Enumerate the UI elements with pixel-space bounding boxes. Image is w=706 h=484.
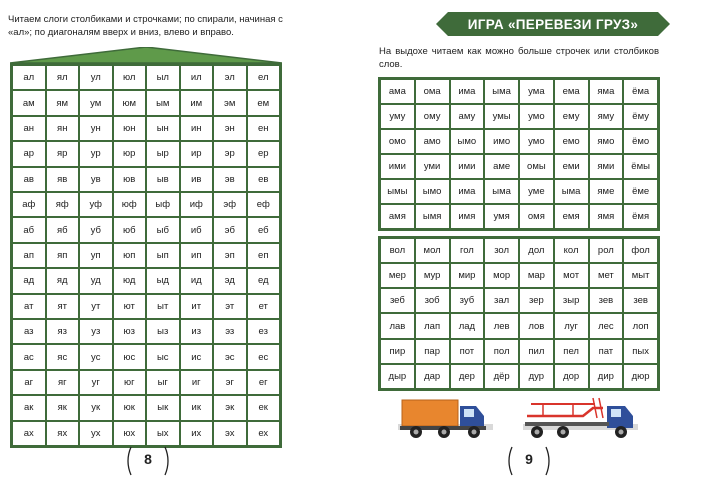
grid-cell: юп bbox=[114, 244, 146, 267]
grid-cell: ут bbox=[80, 295, 112, 318]
grid-cell: ап bbox=[13, 244, 45, 267]
grid-cell: яму bbox=[590, 105, 623, 128]
grid-cell: ик bbox=[181, 396, 213, 419]
grid-cell: ад bbox=[13, 269, 45, 292]
grid-cell: ют bbox=[114, 295, 146, 318]
grid-cell: иф bbox=[181, 193, 213, 216]
grid-cell: ех bbox=[248, 422, 280, 445]
grid-cell: пар bbox=[416, 340, 449, 363]
grid-cell: имо bbox=[485, 130, 518, 153]
grid-cell: ома bbox=[416, 80, 449, 103]
grid-cell: пол bbox=[485, 340, 518, 363]
grid-cell: ып bbox=[147, 244, 179, 267]
grid-cell: ыма bbox=[485, 180, 518, 203]
syllable-grid bbox=[10, 63, 282, 448]
grid-cell: ым bbox=[147, 91, 179, 114]
grid-cell: ян bbox=[47, 117, 79, 140]
grid-cell: има bbox=[451, 80, 484, 103]
grid-cell: ёмя bbox=[624, 205, 657, 228]
grid-cell: ур bbox=[80, 142, 112, 165]
grid-cell: лап bbox=[416, 314, 449, 337]
grid-cell: амя bbox=[381, 205, 414, 228]
grid-cell: ир bbox=[181, 142, 213, 165]
grid-cell: ат bbox=[13, 295, 45, 318]
grid-cell: ег bbox=[248, 371, 280, 394]
grid-cell: пых bbox=[624, 340, 657, 363]
grid-cell: лев bbox=[485, 314, 518, 337]
grid-cell: дол bbox=[520, 239, 553, 262]
grid-cell: ав bbox=[13, 168, 45, 191]
grid-cell: ума bbox=[520, 80, 553, 103]
grid-cell: дыр bbox=[381, 365, 414, 388]
grid-cell: ёму bbox=[624, 105, 657, 128]
car-carrier-truck-illustration bbox=[523, 394, 638, 440]
house-roof bbox=[10, 47, 282, 63]
grid-cell: уп bbox=[80, 244, 112, 267]
grid-cell: эз bbox=[214, 320, 246, 343]
grid-cell: ем bbox=[248, 91, 280, 114]
grid-cell: зуб bbox=[451, 289, 484, 312]
grid-cell: эт bbox=[214, 295, 246, 318]
grid-cell: ыб bbox=[147, 218, 179, 241]
grid-cell: уф bbox=[80, 193, 112, 216]
grid-cell: мор bbox=[485, 264, 518, 287]
grid-cell: мол bbox=[416, 239, 449, 262]
grid-cell: ымя bbox=[416, 205, 449, 228]
grid-cell: им bbox=[181, 91, 213, 114]
grid-cell: зал bbox=[485, 289, 518, 312]
grid-cell: кол bbox=[555, 239, 588, 262]
grid-cell: юх bbox=[114, 422, 146, 445]
grid-cell: омы bbox=[520, 155, 553, 178]
grid-cell: ями bbox=[590, 155, 623, 178]
grid-cell: ема bbox=[555, 80, 588, 103]
grid-cell: як bbox=[47, 396, 79, 419]
grid-cell: ёма bbox=[624, 80, 657, 103]
grid-cell: юк bbox=[114, 396, 146, 419]
grid-cell: ес bbox=[248, 345, 280, 368]
grid-cell: лав bbox=[381, 314, 414, 337]
grid-cell: ум bbox=[80, 91, 112, 114]
grid-cell: мур bbox=[416, 264, 449, 287]
page-number-right-text: 9 bbox=[525, 451, 533, 467]
grid-cell: ими bbox=[451, 155, 484, 178]
grid-cell: аз bbox=[13, 320, 45, 343]
grid-cell: ал bbox=[13, 66, 45, 89]
grid-cell: яб bbox=[47, 218, 79, 241]
grid-cell: яг bbox=[47, 371, 79, 394]
grid-cell: ёмы bbox=[624, 155, 657, 178]
grid-cell: ыл bbox=[147, 66, 179, 89]
grid-cell: ыр bbox=[147, 142, 179, 165]
grid-cell: емо bbox=[555, 130, 588, 153]
left-instruction: Читаем слоги столбиками и строчками; по спирали, начиная с «ал»; по диагоналям вверх и вниз, влево и вправо. bbox=[8, 14, 283, 38]
page-number-left bbox=[125, 443, 171, 479]
grid-cell: аме bbox=[485, 155, 518, 178]
grid-cell: гол bbox=[451, 239, 484, 262]
grid-cell: умо bbox=[520, 105, 553, 128]
grid-cell: ух bbox=[80, 422, 112, 445]
grid-cell: ыд bbox=[147, 269, 179, 292]
grid-cell: яф bbox=[47, 193, 79, 216]
grid-cell: яма bbox=[590, 80, 623, 103]
grid-cell: уб bbox=[80, 218, 112, 241]
grid-cell: эх bbox=[214, 422, 246, 445]
grid-cell: ама bbox=[381, 80, 414, 103]
grid-cell: ам bbox=[13, 91, 45, 114]
grid-cell: ак bbox=[13, 396, 45, 419]
grid-cell: яме bbox=[590, 180, 623, 203]
grid-cell: яд bbox=[47, 269, 79, 292]
grid-cell: умя bbox=[485, 205, 518, 228]
grid-cell: еб bbox=[248, 218, 280, 241]
grid-cell: эс bbox=[214, 345, 246, 368]
grid-cell: еп bbox=[248, 244, 280, 267]
grid-cell: ыт bbox=[147, 295, 179, 318]
grid-cell: юв bbox=[114, 168, 146, 191]
grid-cell: юг bbox=[114, 371, 146, 394]
grid-cell: ус bbox=[80, 345, 112, 368]
grid-cell: эг bbox=[214, 371, 246, 394]
grid-cell: ымо bbox=[451, 130, 484, 153]
grid-cell: зев bbox=[590, 289, 623, 312]
grid-cell: ымо bbox=[416, 180, 449, 203]
grid-cell: лес bbox=[590, 314, 623, 337]
cargo-truck-illustration bbox=[398, 396, 493, 440]
grid-cell: амо bbox=[416, 130, 449, 153]
grid-cell: ят bbox=[47, 295, 79, 318]
grid-cell: ымы bbox=[381, 180, 414, 203]
grid-cell: ев bbox=[248, 168, 280, 191]
grid-cell: дёр bbox=[485, 365, 518, 388]
grid-cell: ед bbox=[248, 269, 280, 292]
grid-cell: ас bbox=[13, 345, 45, 368]
right-page bbox=[353, 0, 706, 484]
grid-cell: умы bbox=[485, 105, 518, 128]
grid-cell: ув bbox=[80, 168, 112, 191]
grid-cell: эд bbox=[214, 269, 246, 292]
grid-cell: ах bbox=[13, 422, 45, 445]
grid-cell: уме bbox=[520, 180, 553, 203]
grid-cell: эп bbox=[214, 244, 246, 267]
grid-cell: ык bbox=[147, 396, 179, 419]
grid-cell: уму bbox=[381, 105, 414, 128]
grid-cell: юф bbox=[114, 193, 146, 216]
grid-cell: ими bbox=[381, 155, 414, 178]
grid-cell: уг bbox=[80, 371, 112, 394]
grid-cell: ёмо bbox=[624, 130, 657, 153]
grid-cell: еф bbox=[248, 193, 280, 216]
grid-cell: эб bbox=[214, 218, 246, 241]
grid-cell: ез bbox=[248, 320, 280, 343]
grid-cell: омо bbox=[381, 130, 414, 153]
grid-cell: уд bbox=[80, 269, 112, 292]
grid-cell: ул bbox=[80, 66, 112, 89]
grid-cell: ар bbox=[13, 142, 45, 165]
grid-cell: пир bbox=[381, 340, 414, 363]
grid-cell: юб bbox=[114, 218, 146, 241]
grid-cell: ыс bbox=[147, 345, 179, 368]
grid-cell: юм bbox=[114, 91, 146, 114]
grid-cell: луг bbox=[555, 314, 588, 337]
grid-cell: эк bbox=[214, 396, 246, 419]
grid-cell: рол bbox=[590, 239, 623, 262]
grid-cell: аб bbox=[13, 218, 45, 241]
grid-cell: ыв bbox=[147, 168, 179, 191]
grid-cell: ям bbox=[47, 91, 79, 114]
grid-cell: эм bbox=[214, 91, 246, 114]
grid-cell: яв bbox=[47, 168, 79, 191]
grid-cell: имя bbox=[451, 205, 484, 228]
grid-cell: эл bbox=[214, 66, 246, 89]
grid-cell: ых bbox=[147, 422, 179, 445]
grid-cell: ив bbox=[181, 168, 213, 191]
grid-cell: дюр bbox=[624, 365, 657, 388]
grid-cell: яп bbox=[47, 244, 79, 267]
grid-cell: ыг bbox=[147, 371, 179, 394]
grid-cell: лов bbox=[520, 314, 553, 337]
grid-cell: мот bbox=[555, 264, 588, 287]
grid-cell: пат bbox=[590, 340, 623, 363]
grid-cell: има bbox=[451, 180, 484, 203]
grid-cell: ет bbox=[248, 295, 280, 318]
grid-cell: ын bbox=[147, 117, 179, 140]
word-grid-2 bbox=[378, 236, 660, 391]
grid-cell: эв bbox=[214, 168, 246, 191]
grid-cell: ому bbox=[416, 105, 449, 128]
grid-cell: ял bbox=[47, 66, 79, 89]
grid-cell: ему bbox=[555, 105, 588, 128]
grid-cell: иг bbox=[181, 371, 213, 394]
grid-cell: емя bbox=[555, 205, 588, 228]
grid-cell: ыма bbox=[485, 80, 518, 103]
grid-cell: мар bbox=[520, 264, 553, 287]
grid-cell: юд bbox=[114, 269, 146, 292]
grid-cell: юл bbox=[114, 66, 146, 89]
grid-cell: дир bbox=[590, 365, 623, 388]
grid-cell: мыт bbox=[624, 264, 657, 287]
grid-cell: юз bbox=[114, 320, 146, 343]
grid-cell: ел bbox=[248, 66, 280, 89]
grid-cell: мир bbox=[451, 264, 484, 287]
game-title: ИГРА «ПЕРЕВЕЗИ ГРУЗ» bbox=[448, 12, 658, 36]
grid-cell: ыз bbox=[147, 320, 179, 343]
grid-cell: ен bbox=[248, 117, 280, 140]
grid-cell: аму bbox=[451, 105, 484, 128]
grid-cell: ил bbox=[181, 66, 213, 89]
grid-cell: дар bbox=[416, 365, 449, 388]
grid-cell: юс bbox=[114, 345, 146, 368]
grid-cell: зев bbox=[624, 289, 657, 312]
grid-cell: ин bbox=[181, 117, 213, 140]
grid-cell: ер bbox=[248, 142, 280, 165]
grid-cell: аг bbox=[13, 371, 45, 394]
grid-cell: умо bbox=[520, 130, 553, 153]
grid-cell: зер bbox=[520, 289, 553, 312]
grid-cell: пел bbox=[555, 340, 588, 363]
grid-cell: иб bbox=[181, 218, 213, 241]
grid-cell: дур bbox=[520, 365, 553, 388]
grid-cell: эф bbox=[214, 193, 246, 216]
grid-cell: зол bbox=[485, 239, 518, 262]
grid-cell: яс bbox=[47, 345, 79, 368]
grid-cell: ях bbox=[47, 422, 79, 445]
grid-cell: яз bbox=[47, 320, 79, 343]
grid-cell: зыр bbox=[555, 289, 588, 312]
grid-cell: эн bbox=[214, 117, 246, 140]
grid-cell: ямо bbox=[590, 130, 623, 153]
word-grid-1 bbox=[378, 77, 660, 231]
grid-cell: ямя bbox=[590, 205, 623, 228]
grid-cell: ыма bbox=[555, 180, 588, 203]
grid-cell: зеб bbox=[381, 289, 414, 312]
grid-cell: ыф bbox=[147, 193, 179, 216]
grid-cell: зоб bbox=[416, 289, 449, 312]
grid-cell: фол bbox=[624, 239, 657, 262]
page-number-right bbox=[506, 443, 552, 479]
grid-cell: дор bbox=[555, 365, 588, 388]
right-instruction: На выдохе читаем как можно больше строчек или столбиков слов. bbox=[379, 46, 659, 70]
grid-cell: ек bbox=[248, 396, 280, 419]
grid-cell: ун bbox=[80, 117, 112, 140]
grid-cell: дер bbox=[451, 365, 484, 388]
grid-cell: уз bbox=[80, 320, 112, 343]
grid-cell: пот bbox=[451, 340, 484, 363]
grid-cell: эр bbox=[214, 142, 246, 165]
grid-cell: ид bbox=[181, 269, 213, 292]
grid-cell: лад bbox=[451, 314, 484, 337]
grid-cell: юн bbox=[114, 117, 146, 140]
grid-cell: аф bbox=[13, 193, 45, 216]
grid-cell: юр bbox=[114, 142, 146, 165]
grid-cell: их bbox=[181, 422, 213, 445]
grid-cell: яр bbox=[47, 142, 79, 165]
grid-cell: омя bbox=[520, 205, 553, 228]
grid-cell: ук bbox=[80, 396, 112, 419]
grid-cell: мер bbox=[381, 264, 414, 287]
grid-cell: ёме bbox=[624, 180, 657, 203]
grid-cell: ип bbox=[181, 244, 213, 267]
grid-cell: из bbox=[181, 320, 213, 343]
grid-cell: еми bbox=[555, 155, 588, 178]
grid-cell: ан bbox=[13, 117, 45, 140]
grid-cell: ит bbox=[181, 295, 213, 318]
grid-cell: вол bbox=[381, 239, 414, 262]
grid-cell: уми bbox=[416, 155, 449, 178]
grid-cell: пил bbox=[520, 340, 553, 363]
grid-cell: мет bbox=[590, 264, 623, 287]
page-number-left-text: 8 bbox=[144, 451, 152, 467]
grid-cell: лоп bbox=[624, 314, 657, 337]
grid-cell: ис bbox=[181, 345, 213, 368]
